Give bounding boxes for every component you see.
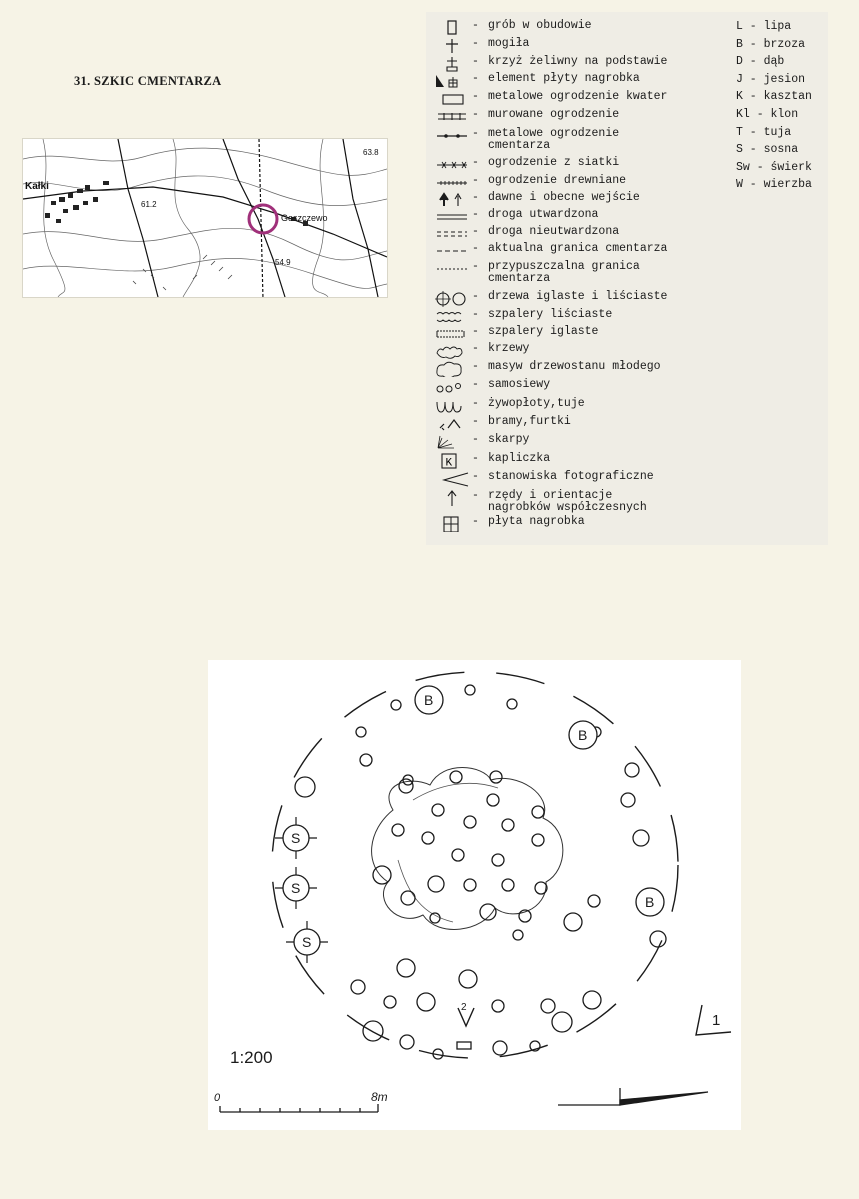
tree-circle — [392, 824, 404, 836]
legend-dash: - — [472, 415, 479, 428]
self-seeded-icon — [434, 379, 472, 395]
chapel-letter: K — [445, 457, 453, 469]
mesh-fence-icon — [434, 157, 472, 173]
legend-dash: - — [472, 72, 479, 85]
legend-label: płyta nagrobka — [488, 515, 585, 528]
tree-circle — [502, 819, 514, 831]
tree-circle — [428, 876, 444, 892]
legend-dash: - — [472, 489, 479, 502]
tree-circle — [532, 806, 544, 818]
tree-circle — [397, 959, 415, 977]
page-title: 31. SZKIC CMENTARZA — [74, 74, 222, 88]
legend-dash: - — [472, 19, 479, 32]
scale-end-label: 8m — [371, 1090, 388, 1104]
chapel-rectangle — [457, 1042, 471, 1049]
legend-item-self-seeded — [434, 379, 550, 395]
tree-circle — [360, 754, 372, 766]
pine-tree — [275, 817, 317, 859]
tree-abbreviation: Sw - świerk — [736, 160, 812, 174]
legend-item-entrance-arrows — [434, 192, 640, 208]
map-label-goszczewo: Goszczewo — [281, 213, 328, 223]
trees-icon — [434, 291, 472, 307]
tree-circle — [650, 931, 666, 947]
birch-tree — [569, 721, 597, 749]
legend-label: szpalery liściaste — [488, 308, 613, 321]
tree-circle — [295, 777, 315, 797]
legend-dash: - — [472, 225, 479, 238]
tree-letter: B — [645, 894, 655, 910]
legend-dash: - — [472, 360, 479, 373]
tree-abbreviation: D - dąb — [736, 55, 785, 69]
legend-item-metal-fence-cemetery — [434, 128, 619, 152]
map-elevation-3: 54.9 — [275, 258, 291, 267]
map-elevation-2: 61.2 — [141, 200, 157, 209]
tree-circle — [492, 1000, 504, 1012]
topographic-map — [22, 138, 388, 298]
legend-label: krzyż żeliwny na podstawie — [488, 55, 668, 68]
bushes-icon — [434, 343, 472, 359]
map-elevation-1: 63.8 — [363, 148, 379, 157]
legend-dash: - — [472, 90, 479, 103]
legend-label: metalowe ogrodzenie cmentarza — [488, 127, 620, 152]
gates-icon — [434, 416, 472, 432]
tree-circle — [450, 771, 462, 783]
plan-drawing — [208, 660, 741, 1130]
tree-circle — [535, 882, 547, 894]
cross-icon — [434, 38, 472, 54]
tree-circle — [401, 891, 415, 905]
tree-circle — [432, 804, 444, 816]
conifer-hedge-icon — [434, 326, 472, 342]
legend-dash: - — [472, 397, 479, 410]
tree-circle — [384, 996, 396, 1008]
tree-circle — [583, 991, 601, 1009]
legend-dash: - — [472, 378, 479, 391]
legend-item-presumed-boundary — [434, 261, 640, 285]
tree-circle — [459, 970, 477, 988]
legend-label: murowane ogrodzenie — [488, 108, 620, 121]
tree-circle — [513, 930, 523, 940]
map-label-kalki: Kałki — [25, 181, 49, 192]
legend-label: szpalery iglaste — [488, 325, 599, 338]
legend-label: samosiewy — [488, 378, 551, 391]
tree-circle — [541, 999, 555, 1013]
legend-dash: - — [472, 260, 479, 273]
legend-item-grave-rows — [434, 490, 647, 514]
legend-dash: - — [472, 290, 479, 303]
legend-item-hedges — [434, 398, 585, 414]
tree-circle — [452, 849, 464, 861]
legend-item-photo-station — [434, 471, 654, 487]
legend-label: bramy,furtki — [488, 415, 571, 428]
legend-dash: - — [472, 433, 479, 446]
tree-abbreviation: Kl - klon — [736, 108, 799, 121]
legend-dash: - — [472, 308, 479, 321]
pine-tree — [275, 867, 317, 909]
legend-label: masyw drzewostanu młodego — [488, 360, 661, 373]
legend-dash: - — [472, 515, 479, 528]
tree-circle — [373, 866, 391, 884]
tree-circle — [507, 699, 517, 709]
legend-item-unpaved-road — [434, 226, 619, 242]
wooden-fence-icon — [434, 175, 472, 191]
iron-cross-icon — [434, 56, 472, 72]
cemetery-plan — [208, 660, 741, 1130]
young-stand-icon — [434, 361, 472, 377]
legend-dash: - — [472, 242, 479, 255]
legend-item-iron-cross — [434, 56, 667, 72]
tree-circle — [422, 832, 434, 844]
trees-layer — [295, 685, 666, 1059]
photo-station-1-number: 1 — [712, 1012, 721, 1029]
legend-dash: - — [472, 191, 479, 204]
tree-circle — [400, 1035, 414, 1049]
legend-label: aktualna granica cmentarza — [488, 242, 668, 255]
legend-label: kapliczka — [488, 452, 551, 465]
legend-label: element płyty nagrobka — [488, 72, 640, 85]
young-stand-outline — [372, 768, 563, 930]
metal-fence-cemetery-icon — [434, 128, 472, 144]
tree-circle — [588, 895, 600, 907]
tree-circle — [487, 794, 499, 806]
legend-item-escarpments — [434, 434, 529, 450]
tree-abbreviation: B - brzoza — [736, 37, 806, 51]
grave-slab-icon — [434, 516, 472, 532]
legend-label: drzewa iglaste i liściaste — [488, 290, 668, 303]
legend-dash: - — [472, 342, 479, 355]
scale-bar — [220, 1104, 378, 1112]
legend-item-conifer-hedge — [434, 326, 598, 342]
legend-dash: - — [472, 452, 479, 465]
legend-item-cross — [434, 38, 529, 54]
legend-label: grób w obudowie — [488, 19, 592, 32]
tree-abbreviation: L - lipa — [736, 20, 792, 33]
legend-dash: - — [472, 325, 479, 338]
masonry-fence-icon — [434, 109, 472, 125]
tree-circle — [464, 879, 476, 891]
tree-circle — [430, 913, 440, 923]
current-boundary-icon — [434, 243, 472, 259]
tree-circle — [633, 830, 649, 846]
tree-circle — [532, 834, 544, 846]
legend-dash: - — [472, 108, 479, 121]
legend-item-deciduous-hedge — [434, 309, 612, 325]
legend-item-bushes — [434, 343, 529, 359]
legend-item-grave-slab — [434, 516, 585, 532]
chapel-icon — [434, 453, 472, 469]
legend-item-slab-element — [434, 73, 640, 89]
labeled-trees-layer — [275, 686, 664, 963]
legend-item-gates — [434, 416, 571, 432]
scale-start-label: 0 — [214, 1092, 221, 1104]
legend-dash: - — [472, 37, 479, 50]
photo-station-icon — [434, 471, 472, 487]
tree-abbreviation: J - jesion — [736, 72, 806, 86]
legend-panel — [426, 12, 828, 545]
tree-circle — [502, 879, 514, 891]
tree-circle — [564, 913, 582, 931]
legend-label: przypuszczalna granica cmentarza — [488, 260, 640, 285]
tree-circle — [351, 980, 365, 994]
legend-label: ogrodzenie drewniane — [488, 174, 627, 187]
tree-abbreviation: S - sosna — [736, 143, 799, 157]
deciduous-hedge-icon — [434, 309, 472, 325]
tree-letter: B — [578, 727, 588, 743]
legend-item-grave-frame — [434, 20, 592, 36]
tree-circle — [492, 854, 504, 866]
legend-dash: - — [472, 55, 479, 68]
pine-tree — [286, 921, 328, 963]
legend-item-wooden-fence — [434, 175, 626, 191]
legend-item-trees — [434, 291, 667, 307]
tree-circle — [464, 816, 476, 828]
tree-circle — [403, 775, 413, 785]
unpaved-road-icon — [434, 226, 472, 242]
tree-circle — [417, 993, 435, 1011]
tree-letter: B — [424, 692, 434, 708]
entrance-arrows-icon — [434, 192, 472, 208]
legend-dash: - — [472, 208, 479, 221]
young-stand-inner — [398, 783, 498, 922]
legend-label: droga nieutwardzona — [488, 225, 620, 238]
tree-letter: S — [291, 830, 301, 846]
legend-item-metal-fence-quarter — [434, 91, 667, 107]
tree-circle — [493, 1041, 507, 1055]
presumed-boundary-icon — [434, 261, 472, 277]
tree-circle — [399, 779, 413, 793]
legend-label: droga utwardzona — [488, 208, 599, 221]
tree-abbreviation: W - wierzba — [736, 178, 812, 192]
legend-item-current-boundary — [434, 243, 667, 259]
legend-item-young-stand — [434, 361, 661, 377]
legend-label: krzewy — [488, 342, 530, 355]
tree-circle — [552, 1012, 572, 1032]
tree-circle — [363, 1021, 383, 1041]
legend-label: dawne i obecne wejście — [488, 191, 640, 204]
legend-dash: - — [472, 470, 479, 483]
tree-circle — [356, 727, 366, 737]
slab-element-icon — [434, 73, 472, 89]
legend-item-masonry-fence — [434, 109, 619, 125]
legend-item-paved-road — [434, 209, 598, 225]
birch-tree — [636, 888, 664, 916]
legend-label: żywopłoty,tuje — [488, 397, 585, 410]
paved-road-icon — [434, 209, 472, 225]
tree-letter: S — [291, 880, 301, 896]
birch-tree — [415, 686, 443, 714]
tree-circle — [391, 700, 401, 710]
photo-station-2-number: 2 — [461, 1002, 467, 1013]
tree-circle — [490, 771, 502, 783]
cemetery-boundary — [273, 672, 679, 1058]
legend-item-mesh-fence — [434, 157, 619, 173]
legend-label: skarpy — [488, 433, 530, 446]
legend-dash: - — [472, 127, 479, 140]
north-arrow — [558, 1088, 708, 1105]
tree-abbreviation: T - tuja — [736, 125, 792, 139]
grave-frame-icon — [434, 20, 472, 36]
legend-label: ogrodzenie z siatki — [488, 156, 620, 169]
legend-label: mogiła — [488, 37, 530, 50]
tree-circle — [625, 763, 639, 777]
tree-circle — [465, 685, 475, 695]
metal-fence-quarter-icon — [434, 91, 472, 107]
map-drawing — [23, 139, 387, 297]
legend-label: stanowiska fotograficzne — [488, 470, 654, 483]
legend-dash: - — [472, 156, 479, 169]
legend-label: metalowe ogrodzenie kwater — [488, 90, 668, 103]
scale-ratio: 1:200 — [230, 1048, 273, 1067]
escarpments-icon — [434, 434, 472, 450]
grave-rows-icon — [434, 490, 472, 506]
hedges-icon — [434, 398, 472, 414]
legend-item-chapel — [434, 453, 550, 469]
tree-letter: S — [302, 934, 312, 950]
legend-dash: - — [472, 174, 479, 187]
tree-circle — [621, 793, 635, 807]
tree-abbreviation: K - kasztan — [736, 90, 812, 104]
legend-label: rzędy i orientacje nagrobków współczesnych — [488, 489, 647, 514]
